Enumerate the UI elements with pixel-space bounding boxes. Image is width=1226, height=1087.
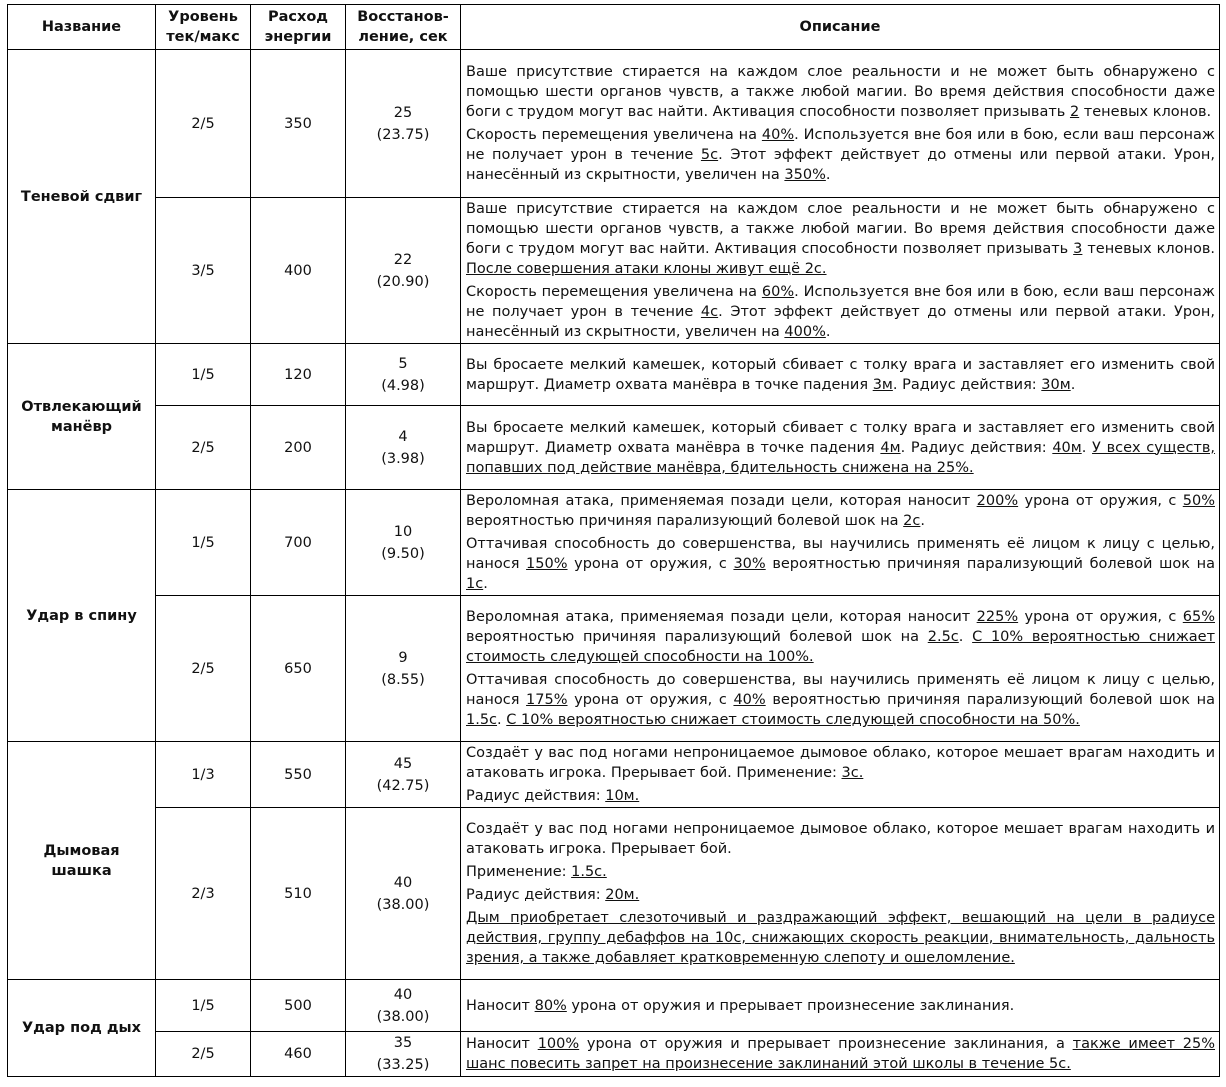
description-text: урона от оружия и прерывает произнесение заклинания, а xyxy=(579,1036,1073,1052)
description-paragraph xyxy=(466,534,1215,594)
level-cell: 2/5 xyxy=(156,406,251,490)
highlighted-value: 2.5с xyxy=(927,629,959,645)
cooldown-value: 35 xyxy=(393,1035,413,1051)
energy-cell: 650 xyxy=(251,596,346,742)
skill-name-cell: Отвлекающий манёвр xyxy=(8,344,156,490)
cooldown-value: 4 xyxy=(398,428,408,445)
level-cell: 3/5 xyxy=(156,198,251,344)
highlighted-value: После совершения атаки клоны живут ещё 2с. xyxy=(466,261,827,277)
highlighted-value: 30м xyxy=(1041,376,1071,393)
header-description: Описание xyxy=(461,5,1220,50)
table-row xyxy=(8,198,1220,344)
description-paragraph xyxy=(466,996,1215,1016)
skills-table xyxy=(7,4,1220,1077)
description-paragraph xyxy=(466,355,1215,395)
cooldown-reduced-value: (3.98) xyxy=(381,450,425,467)
description-paragraph xyxy=(466,62,1215,122)
skill-name-cell: Дымовая шашка xyxy=(8,742,156,980)
cooldown-reduced-value: (9.50) xyxy=(381,545,425,562)
description-text: Ваше присутствие стирается на каждом слое реальности и не может быть обнаружено с помощью шести органов чувств, а также любой магии. Во время действия способности даже боги с трудом могут вас найти. Активация способности позволяет призывать xyxy=(466,64,1215,120)
cooldown-reduced-value: (8.55) xyxy=(381,671,425,688)
description-text: урона от оружия, с xyxy=(1018,609,1183,625)
highlighted-value: 20м. xyxy=(605,887,640,903)
highlighted-value: 350% xyxy=(784,167,826,183)
cooldown-cell xyxy=(346,742,461,808)
description-text: урона от оружия, с xyxy=(567,556,734,572)
description-paragraph xyxy=(466,199,1215,279)
description-paragraph xyxy=(466,282,1215,342)
table-row xyxy=(8,808,1220,980)
cooldown-reduced-value: (4.98) xyxy=(381,377,425,394)
header-level: Уровень тек/макс xyxy=(156,5,251,50)
energy-cell: 510 xyxy=(251,808,346,980)
highlighted-value: 1.5с. xyxy=(571,864,607,880)
description-paragraph xyxy=(466,670,1215,730)
cooldown-cell xyxy=(346,808,461,980)
highlighted-value: 40% xyxy=(761,127,795,143)
highlighted-value: 4с xyxy=(700,304,719,320)
header-name: Название xyxy=(8,5,156,50)
description-text: Вы бросаете мелкий камешек, который сбивает с толку врага и заставляет его изменить свой маршрут. Диаметр охвата манёвра в точке падения xyxy=(466,419,1215,456)
highlighted-value: 40% xyxy=(733,692,766,708)
description-text: Вы бросаете мелкий камешек, который сбивает с толку врага и заставляет его изменить свой маршрут. Диаметр охвата манёвра в точке падения xyxy=(466,356,1215,393)
description-cell xyxy=(461,596,1220,742)
cooldown-value: 40 xyxy=(393,874,413,891)
description-paragraph xyxy=(466,819,1215,859)
skill-name-cell: Удар под дых xyxy=(8,980,156,1077)
highlighted-value: 100% xyxy=(537,1036,580,1052)
description-text: вероятностью причиняя парализующий болевой шок на xyxy=(765,692,1215,708)
skill-name-cell: Удар в спину xyxy=(8,490,156,742)
description-cell xyxy=(461,50,1220,198)
header-row xyxy=(8,5,1220,50)
description-paragraph xyxy=(466,885,1215,905)
description-paragraph xyxy=(466,125,1215,185)
description-paragraph xyxy=(466,1034,1215,1074)
description-text: вероятностью причиняя парализующий болевой шок на xyxy=(466,513,904,529)
description-cell xyxy=(461,808,1220,980)
energy-cell: 550 xyxy=(251,742,346,808)
cooldown-cell xyxy=(346,1032,461,1077)
description-text: . Этот эффект действует до отмены или первой атаки. Урон, нанесённый из скрытности, увеличен на xyxy=(466,147,1215,183)
skills-table-body xyxy=(8,50,1220,1077)
cooldown-value: 45 xyxy=(393,755,413,772)
description-cell xyxy=(461,1032,1220,1077)
description-text: Создаёт у вас под ногами непроницаемое дымовое облако, которое мешает врагам находить и атаковать игрока. Прерывает бой. Применение: xyxy=(466,745,1215,781)
cooldown-value: 25 xyxy=(393,104,413,121)
skill-name-cell: Теневой сдвиг xyxy=(8,50,156,344)
description-text: Применение: xyxy=(466,864,572,880)
description-text: теневых клонов. xyxy=(1082,241,1215,257)
description-paragraph xyxy=(466,607,1215,667)
table-row xyxy=(8,980,1220,1032)
description-paragraph xyxy=(466,418,1215,478)
highlighted-value: У всех существ, попавших под действие манёвра, бдительность снижена на 25%. xyxy=(466,439,1216,476)
table-row xyxy=(8,50,1220,198)
energy-cell: 200 xyxy=(251,406,346,490)
description-text: . xyxy=(1081,439,1093,456)
energy-cell: 120 xyxy=(251,344,346,406)
description-cell xyxy=(461,980,1220,1032)
description-paragraph xyxy=(466,491,1215,531)
table-row xyxy=(8,1032,1220,1077)
highlighted-value: 175% xyxy=(526,692,568,708)
highlighted-value: 60% xyxy=(761,284,795,300)
highlighted-value: 65% xyxy=(1182,609,1215,625)
cooldown-reduced-value: (23.75) xyxy=(376,126,430,143)
highlighted-value: С 10% вероятностью снижает стоимость следующей способности на 100%. xyxy=(466,629,1216,665)
description-text: Оттачивая способность до совершенства, вы научились применять её лицом к лицу с целью, нанося xyxy=(466,536,1215,572)
highlighted-value: также имеет 25% шанс повесить запрет на произнесение заклинаний этой школы в течение 5с. xyxy=(466,1036,1216,1072)
description-text: вероятностью причиняя парализующий болевой шок на xyxy=(466,629,928,645)
description-text: Наносит xyxy=(466,997,535,1014)
highlighted-value: 50% xyxy=(1182,493,1215,509)
level-cell: 2/5 xyxy=(156,50,251,198)
highlighted-value: 5с xyxy=(700,147,719,163)
description-paragraph xyxy=(466,743,1215,783)
description-text: . Используется вне боя или в бою, если ваш персонаж не получает урон в течение xyxy=(466,127,1215,163)
cooldown-reduced-value: (38.00) xyxy=(376,1008,430,1025)
description-cell xyxy=(461,742,1220,808)
cooldown-cell xyxy=(346,596,461,742)
energy-cell: 460 xyxy=(251,1032,346,1077)
description-paragraph xyxy=(466,786,1215,806)
cooldown-cell xyxy=(346,198,461,344)
level-cell: 2/3 xyxy=(156,808,251,980)
energy-cell: 400 xyxy=(251,198,346,344)
energy-cell: 500 xyxy=(251,980,346,1032)
highlighted-value: 3 xyxy=(1073,241,1083,257)
description-paragraph xyxy=(466,908,1215,968)
cooldown-value: 10 xyxy=(393,523,413,540)
highlighted-value: 4м xyxy=(880,439,901,456)
level-cell: 1/5 xyxy=(156,344,251,406)
description-text: . Этот эффект действует до отмены или первой атаки. Урон, нанесённый из скрытности, увеличен на xyxy=(466,304,1215,340)
cooldown-value: 22 xyxy=(393,251,413,268)
highlighted-value: С 10% вероятностью снижает стоимость следующей способности на 50%. xyxy=(506,712,1080,728)
description-text: . Радиус действия: xyxy=(892,376,1042,393)
highlighted-value: 3с. xyxy=(841,765,864,781)
table-row xyxy=(8,406,1220,490)
description-text: Вероломная атака, применяемая позади цели, которая наносит xyxy=(466,609,977,625)
cooldown-cell xyxy=(346,980,461,1032)
description-cell xyxy=(461,490,1220,596)
highlighted-value: 1с xyxy=(466,576,484,592)
header-recovery: Восстанов-ление, сек xyxy=(346,5,461,50)
description-text: Ваше присутствие стирается на каждом слое реальности и не может быть обнаружено с помощью шести органов чувств, а также любой магии. Во время действия способности даже боги с трудом могут вас найти. Активация способности позволяет призывать xyxy=(466,201,1215,257)
cooldown-value: 40 xyxy=(393,986,413,1003)
highlighted-value: 3м xyxy=(872,376,893,393)
description-text: . xyxy=(483,576,488,592)
description-text: вероятностью причиняя парализующий болевой шок на xyxy=(765,556,1215,572)
highlighted-value: 225% xyxy=(976,609,1019,625)
cooldown-value: 9 xyxy=(398,649,408,666)
cooldown-reduced-value: (38.00) xyxy=(376,896,430,913)
level-cell: 1/5 xyxy=(156,490,251,596)
highlighted-value: 1.5с xyxy=(466,712,498,728)
description-text: . xyxy=(497,712,507,728)
description-paragraph xyxy=(466,862,1215,882)
description-text: Вероломная атака, применяемая позади цели, которая наносит xyxy=(466,493,977,509)
description-text: . xyxy=(825,167,831,183)
description-text: Радиус действия: xyxy=(466,788,606,804)
level-cell: 1/5 xyxy=(156,980,251,1032)
level-cell: 1/3 xyxy=(156,742,251,808)
description-text: . Радиус действия: xyxy=(900,439,1053,456)
highlighted-value: 30% xyxy=(733,556,766,572)
cooldown-reduced-value: (42.75) xyxy=(376,777,430,794)
highlighted-value: 400% xyxy=(784,324,826,340)
description-text: . xyxy=(1070,376,1076,393)
cooldown-reduced-value: (20.90) xyxy=(376,273,430,290)
cooldown-cell xyxy=(346,406,461,490)
description-text: Оттачивая способность до совершенства, вы научились применять её лицом к лицу с целью, нанося xyxy=(466,672,1215,708)
table-row xyxy=(8,490,1220,596)
description-text: . xyxy=(825,324,831,340)
description-text: Радиус действия: xyxy=(466,887,606,903)
cooldown-cell xyxy=(346,490,461,596)
cooldown-cell xyxy=(346,50,461,198)
energy-cell: 700 xyxy=(251,490,346,596)
energy-cell: 350 xyxy=(251,50,346,198)
table-row xyxy=(8,344,1220,406)
highlighted-value: 80% xyxy=(534,997,567,1014)
description-cell xyxy=(461,406,1220,490)
table-row xyxy=(8,596,1220,742)
description-text: . xyxy=(958,629,973,645)
highlighted-value: 2 xyxy=(1069,104,1080,120)
level-cell: 2/5 xyxy=(156,596,251,742)
description-text: Скорость перемещения увеличена на xyxy=(466,127,762,143)
description-cell xyxy=(461,344,1220,406)
description-text: . xyxy=(920,513,925,529)
description-text: Создаёт у вас под ногами непроницаемое дымовое облако, которое мешает врагам находить и атаковать игрока. Прерывает бой. xyxy=(466,821,1215,857)
highlighted-value: 200% xyxy=(976,493,1019,509)
highlighted-value: Дым приобретает слезоточивый и раздражающий эффект, вешающий на цели в радиусе действия, группу дебаффов на 10с, снижающих скорость реакции, внимательность, дальность зрения, а также добавляет кратковременную слепоту и ошеломление. xyxy=(466,910,1215,966)
cooldown-cell xyxy=(346,344,461,406)
cooldown-reduced-value: (33.25) xyxy=(376,1057,430,1073)
description-text: . Используется вне боя или в бою, если ваш персонаж не получает урон в течение xyxy=(466,284,1215,320)
highlighted-value: 150% xyxy=(526,556,568,572)
description-text: урона от оружия и прерывает произнесение заклинания. xyxy=(566,997,1015,1014)
description-text: теневых клонов. xyxy=(1079,104,1212,120)
highlighted-value: 40м xyxy=(1052,439,1082,456)
description-text: урона от оружия, с xyxy=(567,692,734,708)
table-row xyxy=(8,742,1220,808)
highlighted-value: 10м. xyxy=(605,788,640,804)
description-cell xyxy=(461,198,1220,344)
level-cell: 2/5 xyxy=(156,1032,251,1077)
description-text: Наносит xyxy=(466,1036,538,1052)
description-text: урона от оружия, с xyxy=(1018,493,1183,509)
header-energy: Расход энергии xyxy=(251,5,346,50)
cooldown-value: 5 xyxy=(398,355,408,372)
description-text: Скорость перемещения увеличена на xyxy=(466,284,762,300)
highlighted-value: 2с xyxy=(903,513,921,529)
